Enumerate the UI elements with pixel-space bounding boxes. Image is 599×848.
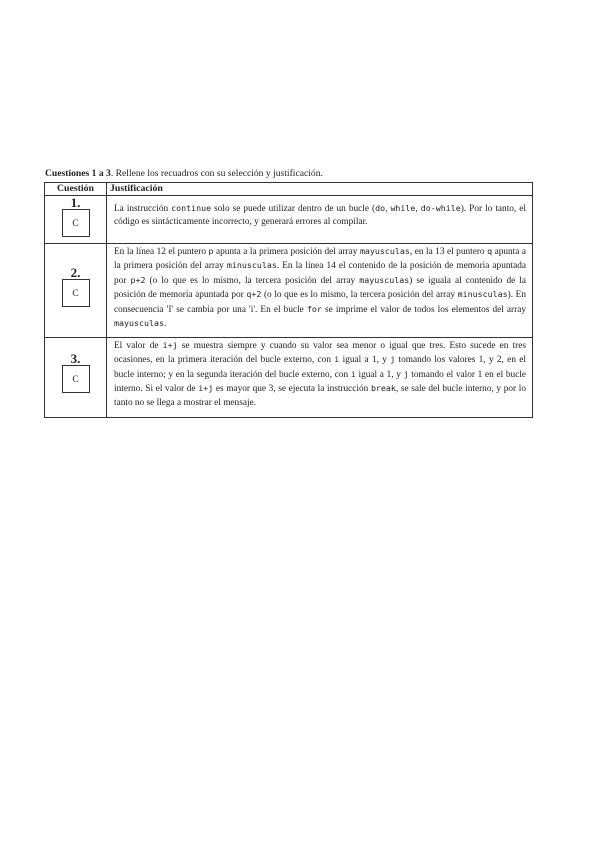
answer-box-1[interactable]: C [62,209,90,237]
question-cell-2 [45,244,107,338]
justification-text: igual a 1, y [355,369,404,380]
question-number-3: 3. [70,351,81,366]
justification-text: se muestra siempre y cuando su valor sea menor o igual que tres. Esto sucede en tres ocasiones, en la primera iteración del bucle externo, con [114,341,526,366]
code-term: break [370,383,396,394]
heading-text: . Rellene los recuadros con su selección y justificación. [110,168,323,179]
question-number-2: 2. [70,265,81,280]
code-term: q [487,246,493,256]
question-cell-3 [45,338,107,418]
justification-text: , se sale del bucle interno, y por lo tanto no se llega a mostrar el mensaje. [114,384,526,408]
code-term: p+2 [130,274,146,285]
code-term: p [208,246,214,256]
code-term: do [375,203,386,213]
code-term: minusculas [226,260,277,271]
justification-text: , [415,204,421,214]
justification-text: se imprime el valor de todos los elementos del array [321,304,526,315]
justification-text: igual a 1, y [339,355,391,366]
code-term: mayusculas [114,318,164,329]
justification-text: apunta a la primera posición del array [114,247,526,272]
code-term: mayusculas [359,274,410,285]
questions-table [44,182,533,418]
justification-text: La instrucción [114,204,172,214]
code-term: i [350,368,356,379]
justification-text: ). Por lo tanto, el código es sintácticamente incorrecto, y generará errores al compilar. [114,204,526,228]
justification-text: tomando el valor 1 en el bucle interno. Si el valor de [114,369,526,395]
question-row-3 [45,338,533,418]
justification-text: . [163,319,167,330]
column-header-justification: Justificación [107,183,533,196]
question-number-1: 1. [70,195,81,210]
answer-box-3[interactable]: C [62,365,90,393]
justification-text: , [385,204,391,214]
justification-1 [107,196,533,244]
justification-text: (o lo que es lo mismo, la tercera posición del array [145,275,360,286]
code-term: mayusculas [359,246,410,256]
justification-text: En la línea 12 el puntero [114,247,209,257]
answer-box-2[interactable]: C [62,279,90,307]
justification-text: . En la línea 14 el contenido de la posición de memoria apuntada por [114,261,526,286]
code-term: j [403,368,409,379]
question-row-2 [45,244,533,338]
column-header-question: Cuestión [45,183,107,196]
justification-text: El valor de [114,341,163,351]
justification-text: apunta a la primera posición del array [213,247,360,257]
justification-text: tomando los valores 1, y 2, en el bucle interno; y en la segunda iteración del bucle externo, con [114,355,526,380]
justification-text: ). En consecuencia 'I' se cambia por una 'i'. En el bucle [114,290,526,315]
justification-2 [107,244,533,338]
code-term: for [306,303,322,314]
justification-text: (o lo que es lo mismo, la tercera posición del array [261,290,458,301]
code-term: i+j [198,383,214,394]
code-term: while [390,203,416,213]
table-header-row [45,183,533,196]
justification-3 [107,338,533,418]
heading-bold: Cuestiones 1 a 3 [45,168,111,179]
code-term: do-while [420,203,461,213]
justification-text: solo se puede utilizar dentro de un bucle ( [211,204,376,214]
section-heading [45,168,535,180]
code-term: i [334,354,340,365]
question-row-1 [45,196,533,244]
question-cell-1 [45,196,107,244]
justification-text: es mayor que 3, se ejecuta la instrucción [213,384,371,395]
code-term: j [390,354,396,365]
code-term: i+j [162,340,178,350]
code-term: minusculas [457,289,508,300]
justification-text: ) se iguala al contenido de la posición de memoria apuntada por [114,275,526,301]
code-term: q+2 [246,289,262,300]
code-term: continue [171,203,212,213]
justification-text: , en la 13 el puntero [409,247,488,257]
